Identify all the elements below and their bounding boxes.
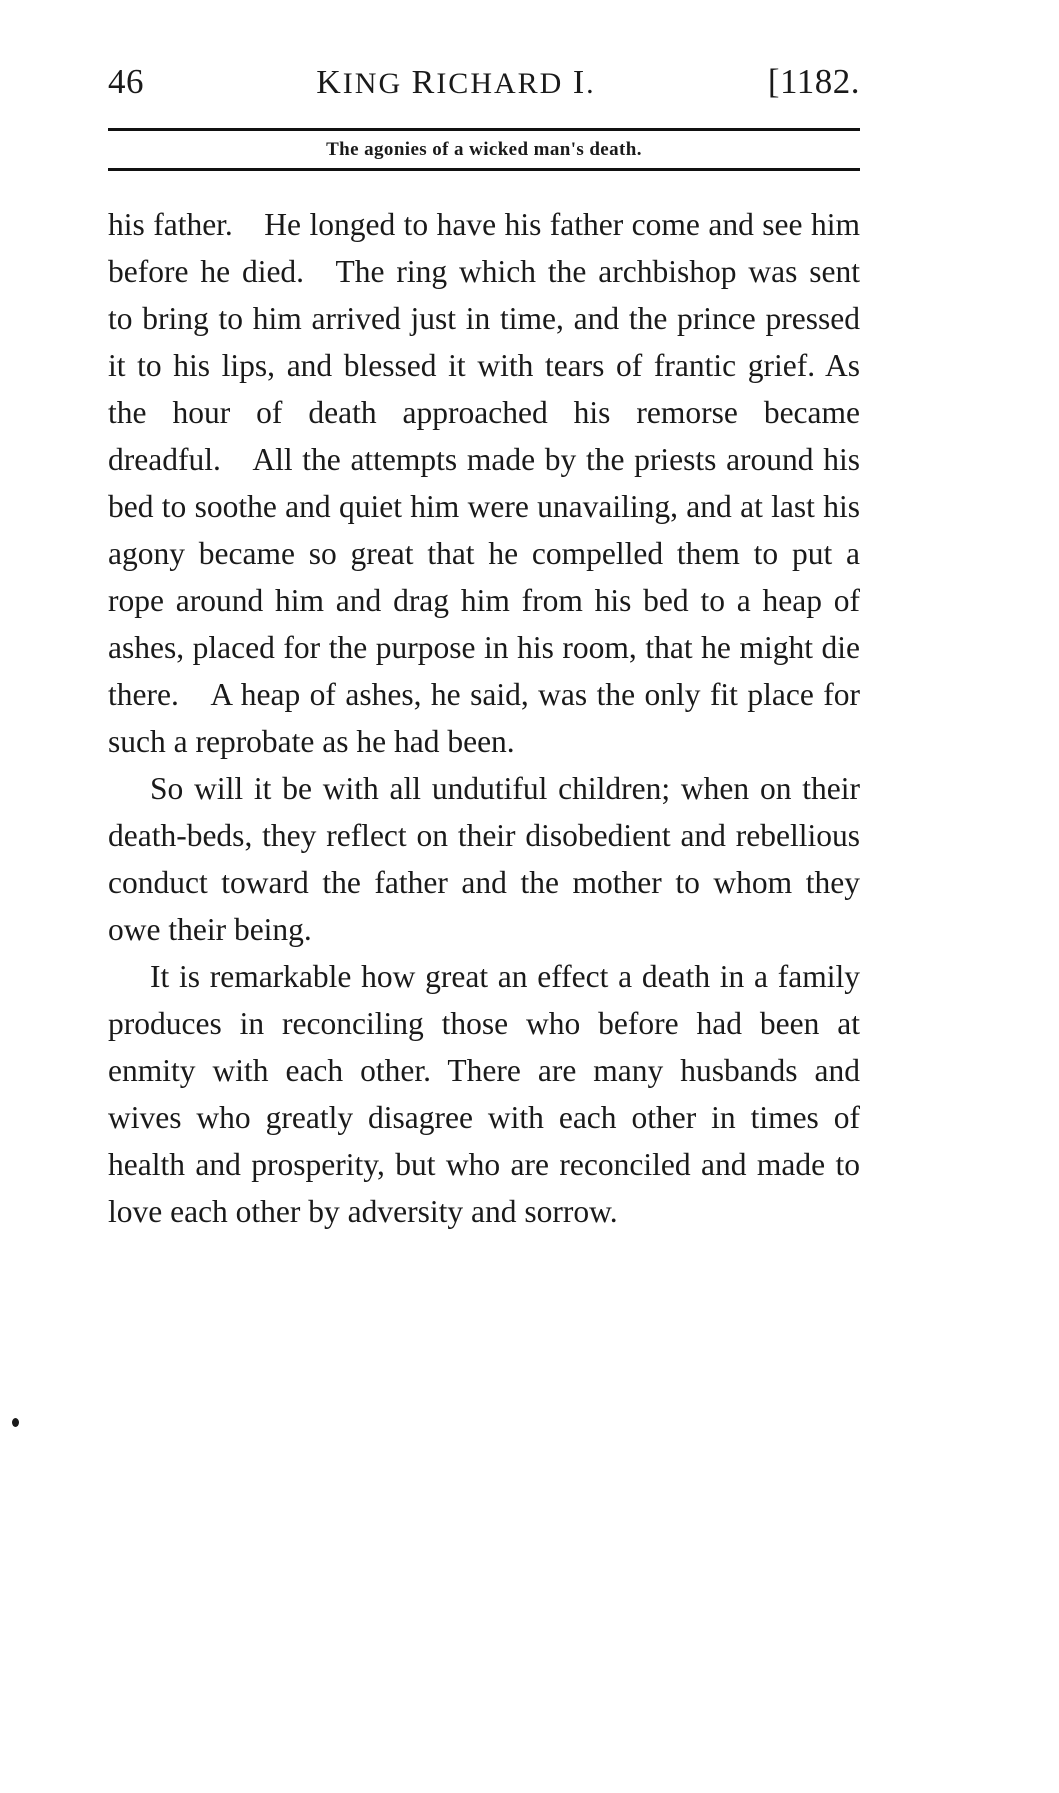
rule-below-sidenote (108, 168, 860, 171)
paragraph: It is remarkable how great an effect a death in a family produces in reconciling those who before had been at enmity with each other. There are many husbands and wives who greatly disagree with each other in times of health and prosperity, but who are reconciled and made to love each other by adversity and sorrow. (108, 959, 860, 1229)
section-sidenote: The agonies of a wicked man's death. (326, 139, 642, 160)
paragraph: his father. He longed to have his father come and see him before he died. The ring which the archbishop was sent to bring to him arrived just in time, and the prince pressed it to his lips, and blessed it with tears of frantic grief. As the hour of death approached his remorse became dreadful. All the attempts made by the priests around his bed to soothe and quiet him were unavailing, and at last his agony became so great that he compelled them to put a rope around him and drag him from his bed to a heap of ashes, placed for the purpose in his room, that he might die there. A heap of ashes, he said, was the only fit place for such a reprobate as he had been. (108, 207, 860, 759)
ink-speck (12, 1418, 19, 1427)
body-text (108, 201, 860, 1235)
page-content (108, 62, 860, 1235)
running-head (108, 62, 860, 118)
year-marker: [1182. (767, 62, 860, 101)
running-title: KING RICHARD I. (316, 64, 596, 101)
page-number: 46 (108, 62, 144, 101)
paragraph: So will it be with all undutiful children; when on their death-beds, they reflect on their disobedient and rebellious conduct toward the father and the mother to whom they owe their being. (108, 771, 860, 947)
